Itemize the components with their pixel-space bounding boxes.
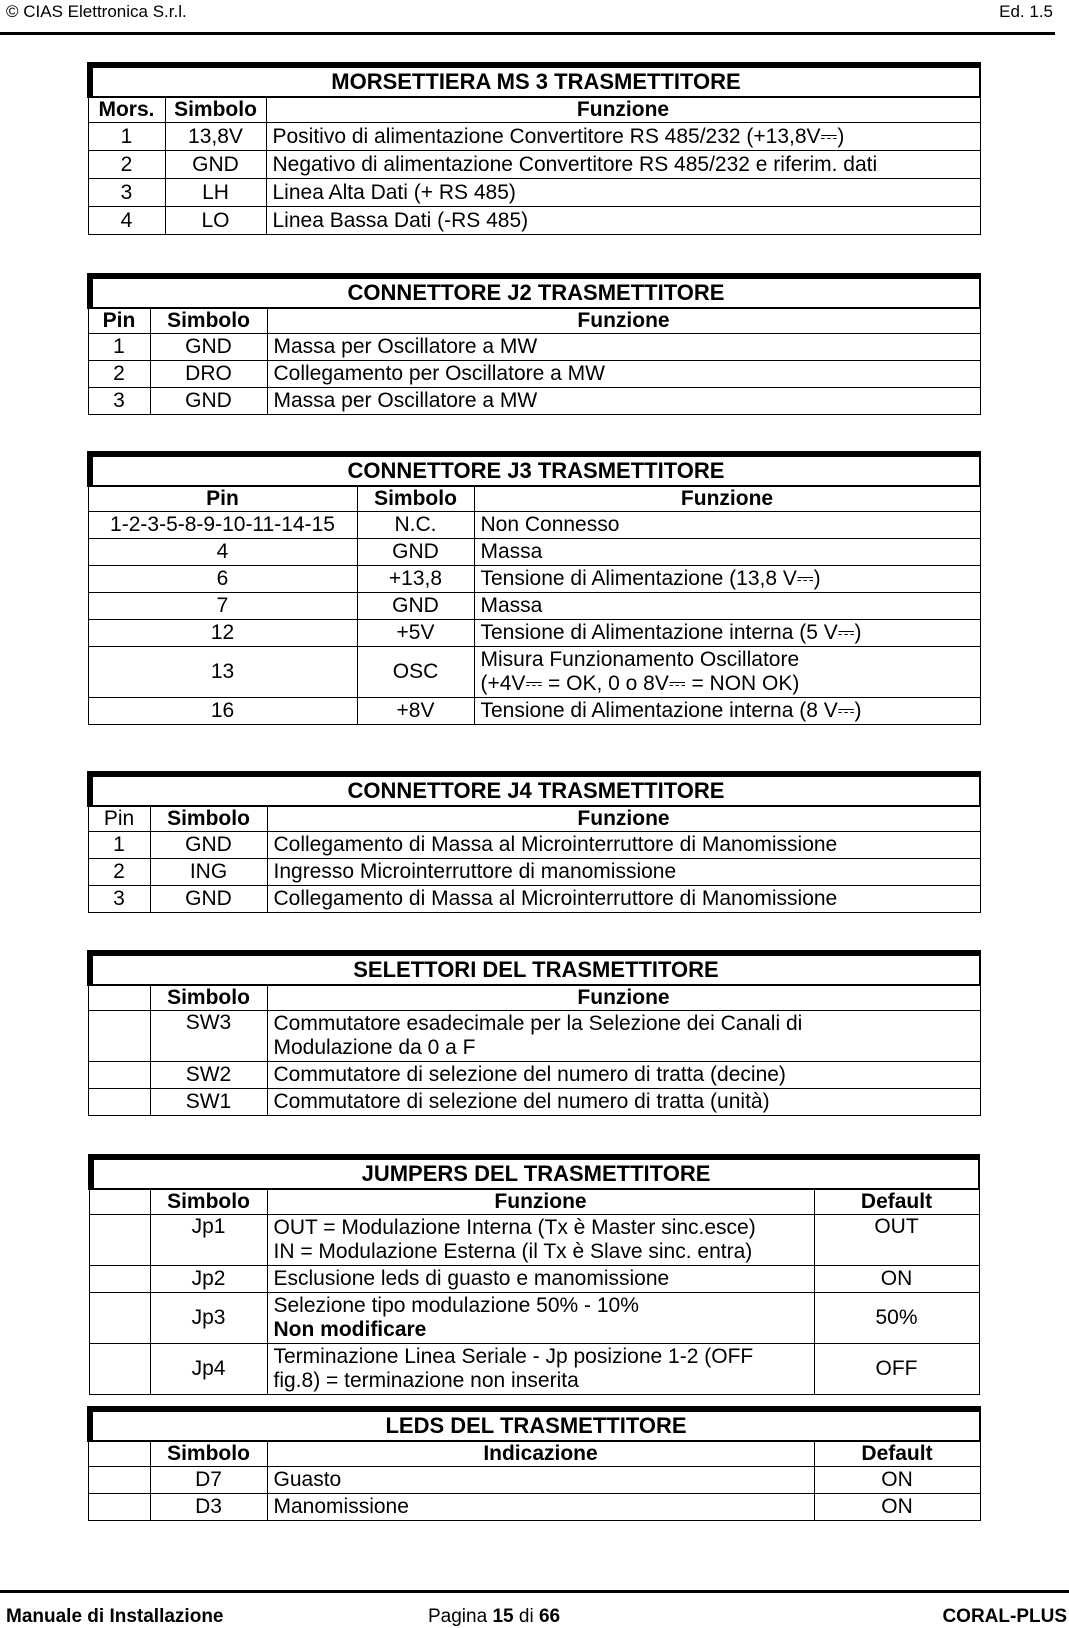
footer-rule xyxy=(0,1590,1069,1593)
table-row: 3 GND Collegamento di Massa al Microinterruttore di Manomissione xyxy=(88,886,980,913)
table-row: 1 13,8V Positivo di alimentazione Convertitore RS 485/232 (+13,8V⎓) xyxy=(88,123,980,151)
j3-table xyxy=(87,451,981,725)
ms3-header-simbolo: Simbolo xyxy=(165,97,266,123)
header-rule xyxy=(0,32,1055,35)
table-row: 1-2-3-5-8-9-10-11-14-15 N.C. Non Connesso xyxy=(88,512,980,539)
table-row: 13 OSC Misura Funzionamento Oscillatore (+4V⎓ = OK, 0 o 8V⎓ = NON OK) xyxy=(88,647,980,698)
jumpers-title: JUMPERS DEL TRASMETTITORE xyxy=(89,1155,979,1189)
table-row: SW1 Commutatore di selezione del numero di tratta (unità) xyxy=(88,1089,980,1116)
footer-product: CORAL-PLUS xyxy=(942,1606,1067,1627)
j3-header-pin: Pin xyxy=(88,486,357,512)
leds-title: LEDS DEL TRASMETTITORE xyxy=(88,1407,980,1441)
table-row: 4 LO Linea Bassa Dati (-RS 485) xyxy=(88,207,980,235)
leds-header-default: Default xyxy=(814,1441,980,1467)
leds-header-blank xyxy=(88,1441,150,1467)
selettori-header-blank xyxy=(88,985,150,1011)
j3-header-simbolo: Simbolo xyxy=(357,486,474,512)
j4-header-pin: Pin xyxy=(88,806,150,832)
table-row: Jp2 Esclusione leds di guasto e manomissione ON xyxy=(89,1266,979,1293)
jumpers-header-default: Default xyxy=(814,1189,979,1215)
page-header xyxy=(0,0,1055,34)
j2-header-funzione: Funzione xyxy=(267,308,980,334)
table-row: 2 GND Negativo di alimentazione Convertitore RS 485/232 e riferim. dati xyxy=(88,151,980,179)
table-row: 2 ING Ingresso Microinterruttore di manomissione xyxy=(88,859,980,886)
jumpers-header-simbolo: Simbolo xyxy=(150,1189,267,1215)
j2-table xyxy=(87,273,981,415)
jumpers-header-blank xyxy=(89,1189,150,1215)
j2-header-simbolo: Simbolo xyxy=(150,308,267,334)
footer-page-number: Pagina 15 di 66 xyxy=(428,1606,561,1627)
j4-table xyxy=(87,771,981,913)
non-modificare-note: Non modificare xyxy=(273,1318,427,1341)
leds-header-indicazione: Indicazione xyxy=(267,1441,814,1467)
page-footer xyxy=(0,1590,1069,1628)
j3-title: CONNETTORE J3 TRASMETTITORE xyxy=(88,452,980,486)
j4-header-funzione: Funzione xyxy=(267,806,980,832)
table-row: SW3 Commutatore esadecimale per la Selezione dei Canali di Modulazione da 0 a F xyxy=(88,1011,980,1062)
table-row: 1 GND Massa per Oscillatore a MW xyxy=(88,334,980,361)
table-row: Jp3 Selezione tipo modulazione 50% - 10% Non modificare 50% xyxy=(89,1293,979,1344)
table-row: 4 GND Massa xyxy=(88,539,980,566)
j4-title: CONNETTORE J4 TRASMETTITORE xyxy=(88,772,980,806)
selettori-header-simbolo: Simbolo xyxy=(150,985,267,1011)
j2-title: CONNETTORE J2 TRASMETTITORE xyxy=(88,274,980,308)
footer-manual-title: Manuale di Installazione xyxy=(6,1606,224,1627)
table-row: 12 +5V Tensione di Alimentazione interna (5 V⎓) xyxy=(88,620,980,647)
j2-header-pin: Pin xyxy=(88,308,150,334)
selettori-header-funzione: Funzione xyxy=(267,985,980,1011)
j3-header-funzione: Funzione xyxy=(474,486,980,512)
table-row: 3 LH Linea Alta Dati (+ RS 485) xyxy=(88,179,980,207)
ms3-title: MORSETTIERA MS 3 TRASMETTITORE xyxy=(88,63,980,97)
table-row: SW2 Commutatore di selezione del numero di tratta (decine) xyxy=(88,1062,980,1089)
ms3-header-funzione: Funzione xyxy=(266,97,980,123)
table-row: 2 DRO Collegamento per Oscillatore a MW xyxy=(88,361,980,388)
table-row: 1 GND Collegamento di Massa al Microinterruttore di Manomissione xyxy=(88,832,980,859)
header-edition: Ed. 1.5 xyxy=(999,2,1053,21)
table-row: D7 Guasto ON xyxy=(88,1467,980,1494)
ms3-header-mors: Mors. xyxy=(88,97,165,123)
table-row: 7 GND Massa xyxy=(88,593,980,620)
table-row: 3 GND Massa per Oscillatore a MW xyxy=(88,388,980,415)
j4-header-simbolo: Simbolo xyxy=(150,806,267,832)
jumpers-table xyxy=(88,1154,980,1395)
table-row: D3 Manomissione ON xyxy=(88,1494,980,1521)
table-row: 6 +13,8 Tensione di Alimentazione (13,8 V⎓) xyxy=(88,566,980,593)
selettori-table xyxy=(87,950,981,1116)
table-row: 16 +8V Tensione di Alimentazione interna (8 V⎓) xyxy=(88,698,980,725)
table-row: Jp4 Terminazione Linea Seriale - Jp posizione 1-2 (OFF fig.8) = terminazione non inserita OFF xyxy=(89,1344,979,1395)
jumpers-header-funzione: Funzione xyxy=(267,1189,814,1215)
header-company: © CIAS Elettronica S.r.l. xyxy=(6,2,187,21)
leds-table xyxy=(87,1406,981,1521)
selettori-title: SELETTORI DEL TRASMETTITORE xyxy=(88,951,980,985)
ms3-table xyxy=(87,62,981,235)
table-row: Jp1 OUT = Modulazione Interna (Tx è Master sinc.esce) IN = Modulazione Esterna (il Tx è Slave sinc. entra) OUT xyxy=(89,1215,979,1266)
leds-header-simbolo: Simbolo xyxy=(150,1441,267,1467)
